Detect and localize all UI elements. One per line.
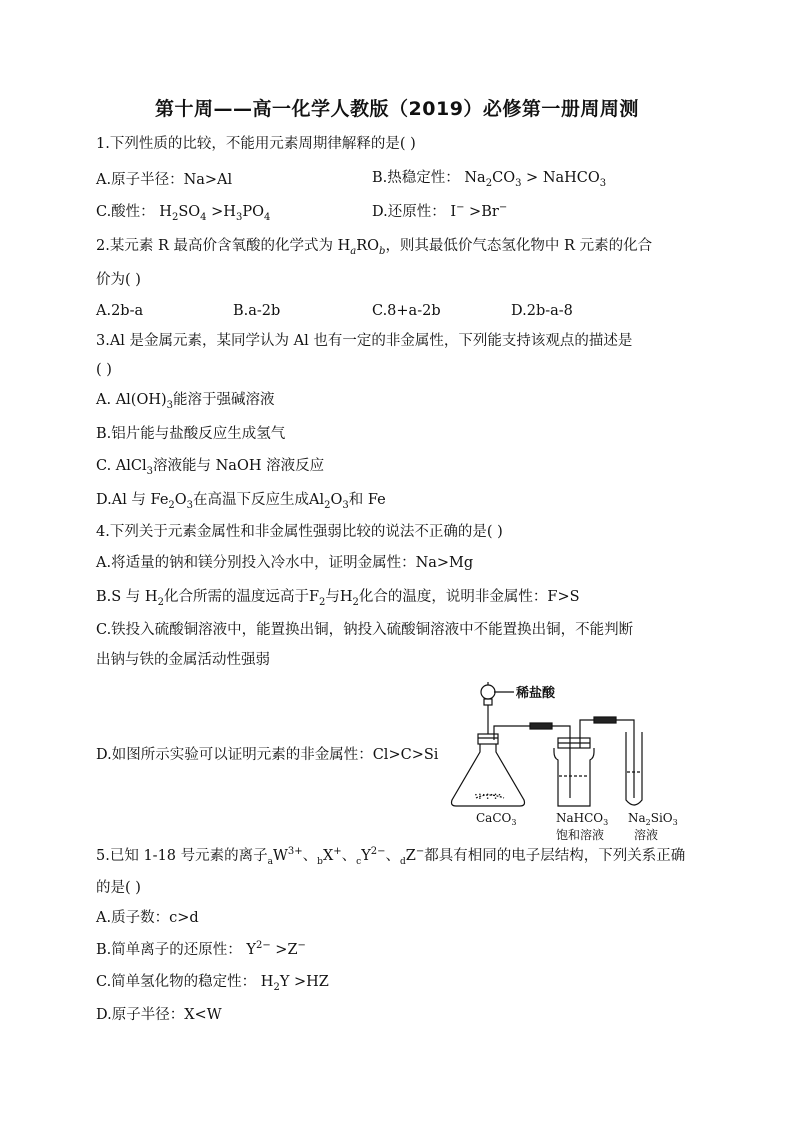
q3-option-c-text: 溶液能与 NaOH 溶液反应 (153, 458, 325, 474)
bottle-label-sub: 3 (603, 818, 609, 827)
flask-solid-marks: ·:·:·:· (474, 788, 502, 802)
q3-stem-line2: ( ) (96, 362, 112, 378)
tube-label-sub1: 2 (645, 818, 651, 827)
q1-stem: 1.下列性质的比较，不能用元素周期律解释的是( ) (96, 136, 416, 152)
q5-option-b-label: B.简单离子的还原性： (96, 942, 242, 958)
tube-label-sio: SiO (650, 811, 673, 825)
q1-option-b-label: B.热稳定性： (372, 170, 460, 186)
rubber-connector-1 (530, 723, 552, 729)
q4-stem: 4.下列关于元素金属性和非金属性强弱比较的说法不正确的是( ) (96, 524, 503, 540)
tube-label-line1 (628, 811, 678, 827)
q3-option-c: C. AlCl$_3$溶液能与 NaOH 溶液反应 (96, 458, 325, 477)
q2-stem-part2: ，则其最低价气态氢化物中 R 元素的化合 (385, 238, 653, 254)
flask-label (476, 811, 516, 827)
bottle-label-line1 (556, 811, 608, 827)
q5-stem-line1: 5.已知 1-18 号元素的离子$_aW^{3+}$、$_b$X+、$_cY^{2-}$、$_d$Z−都具有相同的电子层结构，下列关系正确 (96, 846, 686, 867)
funnel-label: 稀盐酸 (516, 686, 556, 701)
bottle-label-line2: 饱和溶液 (556, 828, 605, 842)
experiment-apparatus-figure (446, 680, 706, 827)
q4-option-b: B.S 与 $H_2$化合所需的温度远高于$F_2$与$H_2$化合的温度，说明非金属性：F>S (96, 589, 580, 608)
tube-label-na: Na (628, 811, 646, 825)
q5-stem-line2: 的是( ) (96, 880, 141, 896)
q2-stem-part1: 2.某元素 R 最高价含氧酸的化学式为 (96, 238, 333, 254)
q2-option-d: D.2b-a-8 (511, 303, 573, 319)
q3-stem-line1: 3.Al 是金属元素，某同学认为 Al 也有一定的非金属性，下列能支持该观点的描述是 (96, 333, 633, 349)
q1-option-d: D.还原性： I− >Br− (372, 202, 508, 220)
q3-option-d-end: 和 Fe (348, 492, 386, 508)
q4-option-a: A.将适量的钠和镁分别投入冷水中，证明金属性：Na>Mg (96, 555, 474, 571)
q5-option-b: B.简单离子的还原性： $Y^{2-} >Z^-$ (96, 940, 306, 958)
funnel-stopcock (484, 699, 492, 705)
q5-option-c: C.简单氢化物的稳定性： $H_2Y >HZ$ (96, 974, 329, 993)
q1-option-c-label: C.酸性： (96, 204, 155, 220)
gas-washing-bottle (554, 748, 594, 806)
q3-option-a-label: A. (96, 392, 112, 408)
q3-option-b: B.铝片能与盐酸反应生成氢气 (96, 426, 286, 442)
tube-label-line2: 溶液 (634, 828, 659, 842)
q4-option-b-mid2: 与 (325, 589, 340, 605)
q2-stem-line2: 价为( ) (96, 272, 141, 288)
q3-option-d-mid: 在高温下反应生成 (193, 492, 310, 508)
q2-option-c: C.8+a-2b (372, 303, 441, 319)
q3-option-a-text: 能溶于强碱溶液 (173, 392, 275, 408)
q1-option-c: C.酸性： $H_2SO_4 >H_3PO_4$ (96, 204, 271, 223)
q4-option-d: D.如图所示实验可以证明元素的非金属性：Cl>C>Si (96, 747, 439, 763)
q4-option-b-label: B.S 与 (96, 589, 141, 605)
q1-option-a: A.原子半径：Na>Al (96, 172, 233, 188)
bottle-label-text: NaHCO (556, 811, 604, 825)
q4-option-c-line1: C.铁投入硫酸铜溶液中，能置换出铜，钠投入硫酸铜溶液中不能置换出铜，不能判断 (96, 622, 634, 638)
q1-option-d-label: D.还原性： (372, 204, 446, 220)
flask-label-text: CaCO (476, 811, 512, 825)
q4-option-b-mid1: 化合所需的温度远高于 (163, 589, 309, 605)
page-title: 第十周——高一化学人教版（2019）必修第一册周周测 (155, 98, 639, 120)
rubber-connector-2 (594, 717, 616, 723)
q2-stem-line1: 2.某元素 R 最高价含氧酸的化学式为 $H_aRO_b$，则其最低价气态氢化物中 R 元素的化合 (96, 238, 653, 257)
tube-label-sub2: 3 (672, 818, 678, 827)
flask-stopper (478, 734, 498, 744)
q1-option-b: B.热稳定性： $Na_2CO_3$ > NaHCO$_3$ (372, 170, 607, 189)
funnel-bulb (481, 685, 495, 699)
q5-option-d: D.原子半径：X<W (96, 1007, 222, 1023)
q5-option-c-label: C.简单氢化物的稳定性： (96, 974, 257, 990)
q3-option-d: D.Al 与 $Fe_2O_3$在高温下反应生成$Al_2O_3$和 Fe (96, 492, 386, 511)
flask-label-sub: 3 (511, 818, 517, 827)
q3-option-d-label: D.Al 与 (96, 492, 146, 508)
q3-option-a: A. $Al(OH)_3$能溶于强碱溶液 (96, 392, 275, 411)
q5-stem-part1: 5.已知 1-18 号元素的离子 (96, 848, 268, 864)
q4-option-c-line2: 出钠与铁的金属活动性强弱 (96, 652, 270, 668)
q3-option-c-label: C. (96, 458, 112, 474)
q2-option-a: A.2b-a (96, 303, 144, 319)
q2-option-b: B.a-2b (233, 303, 281, 319)
q5-stem-part2: 都具有相同的电子层结构，下列关系正确 (424, 848, 686, 864)
q5-option-a: A.质子数：c>d (96, 910, 199, 926)
q4-option-b-end: 化合的温度，说明非金属性：F>S (358, 589, 580, 605)
